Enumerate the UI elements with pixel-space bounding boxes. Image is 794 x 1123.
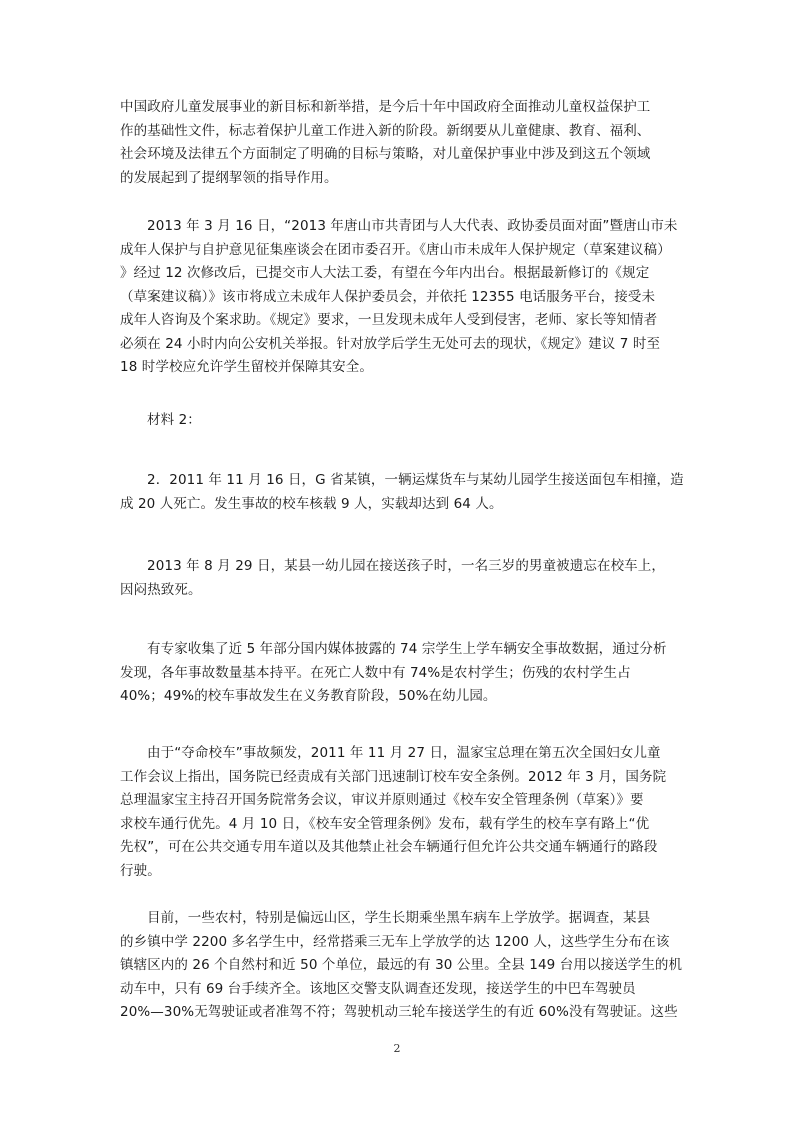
paragraph-expert-statistics bbox=[120, 638, 680, 709]
text-line: 2．2011 年 11 月 16 日，G 省某镇，一辆运煤货车与某幼儿园学生接送面包车相撞，造 bbox=[147, 472, 684, 488]
text-line: 的发展起到了提纲挈领的指导作用。 bbox=[120, 169, 338, 186]
paragraph-rural-situation bbox=[120, 907, 683, 1025]
paragraph-bus-collision bbox=[120, 469, 684, 516]
page-number: 2 bbox=[393, 1042, 401, 1055]
text-line: 总理温家宝主持召开国务院常务会议，审议并原则通过《校车安全管理条例（草案）》要 bbox=[120, 792, 644, 808]
text-line: 求校车通行优先。4 月 10 日，《校车安全管理条例》发布，载有学生的校车享有路上“优 bbox=[120, 815, 650, 832]
paragraph-outline-summary bbox=[120, 96, 680, 190]
text-line: 的乡镇中学 2200 多名学生中，经常搭乘三无车上学放学的达 1200 人，这些学生分布在该 bbox=[120, 933, 670, 950]
text-line: 作的基础性文件，标志着保护儿童工作进入新的阶段。新纲要从儿童健康、教育、福利、 bbox=[120, 122, 651, 139]
text-line: 成年人咨询及个案求助。《规定》要求，一旦发现未成年人受到侵害，老师、家长等知情者 bbox=[120, 312, 658, 328]
text-line: 动车中，只有 69 台手续齐全。该地区交警支队调查还发现，接送学生的中巴车驾驶员 bbox=[120, 980, 636, 997]
text-line: 2013 年 8 月 29 日，某县一幼儿园在接送孩子时，一名三岁的男童被遗忘在校车上， bbox=[147, 558, 665, 574]
paragraph-child-forgotten bbox=[120, 555, 680, 602]
text-line: 必须在 24 小时内向公安机关举报。针对放学后学生无处可去的现状，《规定》建议 7 时至 bbox=[120, 335, 661, 352]
text-line: （草案建议稿）》该市将成立未成年人保护委员会，并依托 12355 电话服务平台，接受未 bbox=[120, 288, 656, 305]
text-line: 2013 年 3 月 16 日，“2013 年唐山市共青团与人大代表、政协委员面对面”暨唐山市未 bbox=[147, 218, 678, 234]
text-line: 40%；49%的校车事故发生在义务教育阶段，50%在幼儿园。 bbox=[120, 688, 497, 704]
text-line: 工作会议上指出，国务院已经责成有关部门迅速制订校车安全条例。2012 年 3 月，国务院 bbox=[120, 768, 667, 785]
section-heading-material-2 bbox=[120, 409, 680, 433]
text-line: 成年人保护与自护意见征集座谈会在团市委召开。《唐山市未成年人保护规定（草案建议稿） bbox=[120, 241, 671, 258]
paragraph-tangshan-regulation bbox=[120, 215, 680, 380]
text-line: 由于“夺命校车”事故频发，2011 年 11 月 27 日，温家宝总理在第五次全国妇女儿童 bbox=[147, 745, 661, 761]
text-line: 中国政府儿童发展事业的新目标和新举措，是今后十年中国政府全面推动儿童权益保护工 bbox=[120, 99, 651, 115]
text-line: 镇辖区内的 26 个自然村和近 50 个单位，最远的有 30 公里。全县 149 台用以接送学生的机 bbox=[120, 957, 683, 973]
text-line: 18 时学校应允许学生留校并保障其安全。 bbox=[120, 359, 373, 375]
text-line: 因闷热致死。 bbox=[120, 581, 202, 598]
text-line: 20%—30%无驾驶证或者准驾不符；驾驶机动三轮车接送学生的有近 60%没有驾驶证。这些 bbox=[120, 1004, 678, 1020]
paragraph-school-bus-regulation bbox=[120, 742, 680, 883]
text-line: 》经过 12 次修改后，已提交市人大法工委，有望在今年内出台。根据最新修订的《规定 bbox=[120, 265, 650, 281]
text-line: 先权”，可在公共交通专用车道以及其他禁止社会车辆通行但允许公共交通车辆通行的路段 bbox=[120, 839, 658, 855]
text-line: 成 20 人死亡。发生事故的校车核载 9 人，实载却达到 64 人。 bbox=[120, 495, 503, 512]
text-line: 发现，各年事故数量基本持平。在死亡人数中有 74%是农村学生；伤残的农村学生占 bbox=[120, 664, 631, 681]
text-line: 有专家收集了近 5 年部分国内媒体披露的 74 宗学生上学车辆安全事故数据，通过分析 bbox=[147, 641, 667, 657]
text-line: 行驶。 bbox=[120, 862, 161, 879]
text-line: 材料 2： bbox=[147, 412, 201, 428]
text-line: 目前，一些农村，特别是偏远山区，学生长期乘坐黑车病车上学放学。据调查，某县 bbox=[147, 910, 651, 926]
text-line: 社会环境及法律五个方面制定了明确的目标与策略，对儿童保护事业中涉及到这五个领域 bbox=[120, 146, 651, 162]
